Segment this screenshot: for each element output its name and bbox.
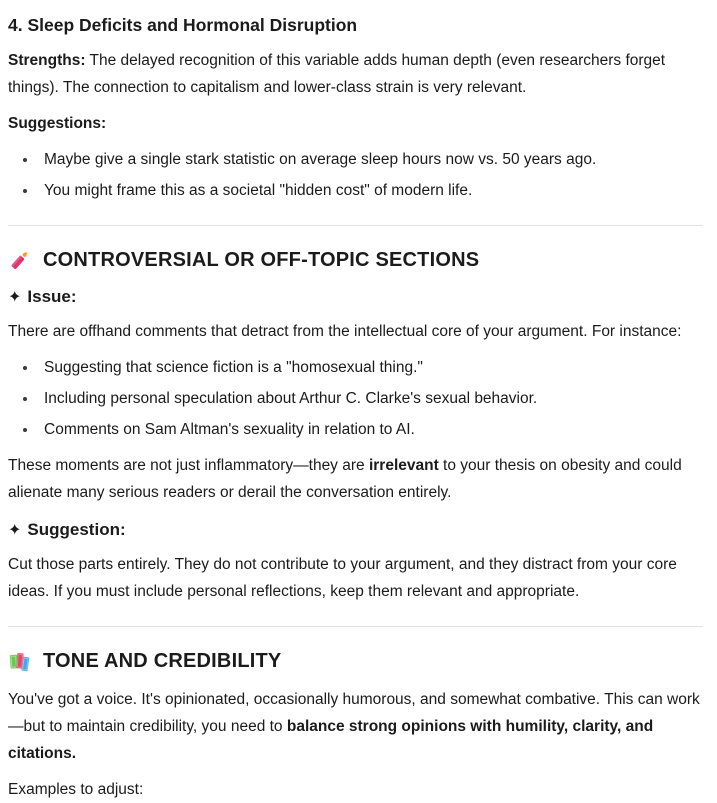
section-divider	[8, 225, 703, 226]
issue-subheading-label: Issue:	[27, 287, 77, 306]
tone-section-heading	[8, 648, 703, 674]
suggestion-paragraph: Cut those parts entirely. They do not contribute to your argument, and they distract from your core ideas. If you must include personal reflections, keep them relevant and appropriate.	[8, 556, 677, 600]
suggestion-subheading-label: Suggestion:	[27, 520, 126, 539]
section-divider	[8, 626, 703, 627]
strengths-label: Strengths:	[8, 52, 86, 69]
list-item: • Suggesting that science fiction is a "homosexual thing."	[38, 354, 703, 381]
list-item: • Comments on Sam Altman's sexuality in relation to AI.	[38, 416, 703, 443]
four-pointed-star-icon: ✦	[8, 289, 22, 306]
controversial-heading-label: CONTROVERSIAL OR OFF-TOPIC SECTIONS	[43, 249, 480, 271]
issue-subheading	[8, 286, 703, 309]
tone-intro-paragraph	[8, 686, 703, 767]
list-item: • You might frame this as a societal "hidden cost" of modern life.	[38, 177, 703, 204]
suggestions-label-paragraph	[8, 110, 703, 137]
four-pointed-star-icon: ✦	[8, 522, 22, 539]
suggestion-subheading	[8, 519, 703, 542]
issue-conclusion-bold: irrelevant	[368, 457, 439, 474]
list-item: • Maybe give a single stark statistic on average sleep hours now vs. 50 years ago.	[38, 146, 703, 173]
strengths-text: The delayed recognition of this variable adds human depth (even researchers forget things). The connection to capitalism and lower-class strain is very relevant.	[8, 52, 666, 96]
suggestions-label: Suggestions:	[8, 115, 107, 132]
books-icon	[8, 649, 32, 673]
tone-intro-pre: You've got a voice. It's opinionated, occasionally humorous, and somewhat combative. This can work—but to maintain credibility, you need to	[8, 691, 700, 735]
issue-conclusion-paragraph	[8, 452, 703, 506]
sleep-suggestions-list	[8, 146, 703, 204]
sleep-section-heading: 4. Sleep Deficits and Hormonal Disruption	[8, 15, 358, 35]
issue-conclusion-pre: These moments are not just inflammatory—they are	[8, 457, 369, 474]
examples-label-paragraph: Examples to adjust:	[8, 781, 144, 798]
list-item: • Including personal speculation about Arthur C. Clarke's sexual behavior.	[38, 385, 703, 412]
strengths-paragraph	[8, 47, 703, 101]
issue-intro-paragraph: There are offhand comments that detract from the intellectual core of your argument. For instance:	[8, 323, 682, 340]
tone-heading-label: TONE AND CREDIBILITY	[43, 650, 282, 672]
issue-examples-list	[8, 354, 703, 443]
controversial-section-heading	[8, 247, 703, 273]
tone-intro-bold: balance strong opinions with humility, clarity, and citations.	[8, 718, 654, 762]
issue-conclusion-post: to your thesis on obesity and could alienate many serious readers or derail the conversation entirely.	[8, 457, 682, 501]
crayon-icon	[8, 248, 32, 272]
